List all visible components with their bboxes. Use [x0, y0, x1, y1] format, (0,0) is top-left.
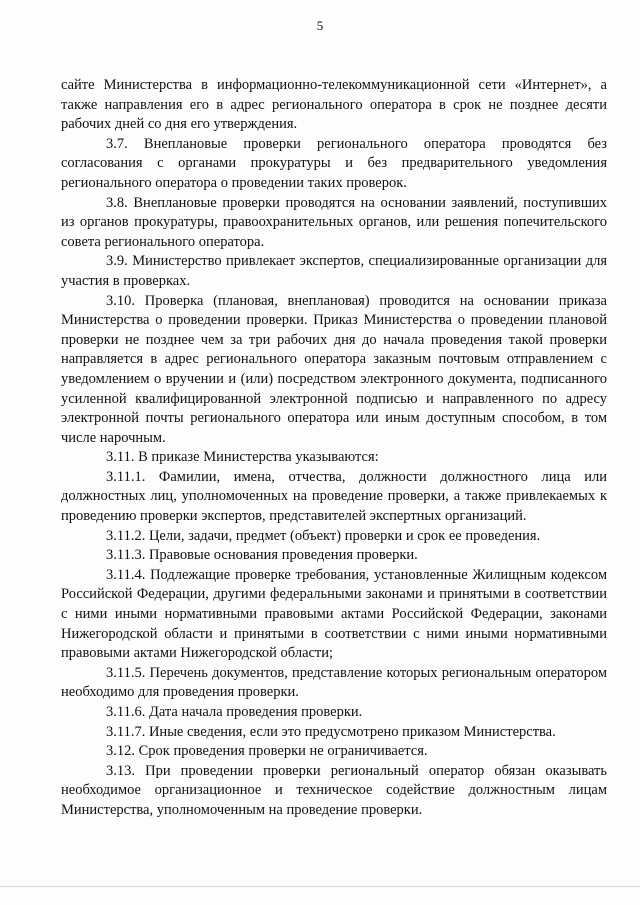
paragraph-3-11-7: 3.11.7. Иные сведения, если это предусмотрено приказом Министерства.	[106, 723, 556, 740]
page-number: 5	[316, 18, 324, 33]
paragraph-3-12: 3.12. Срок проведения проверки не ограничивается.	[106, 743, 428, 760]
paragraph-3-10: 3.10. Проверка (плановая, внеплановая) проводится на основании приказа Министерства о проведении проверки. Приказ Министерства о проведении плановой проверки не позднее чем за три рабочих дня до начала проведения такой проверки направляется в адрес регионального оператора заказным почтовым отправлением с уведомлением о вручении и (или) посредством электронного документа, подписанного усиленной квалифицированной электронной подписью и направленного по адресу электронной почты регионального оператора или иным доступным способом, в том числе нарочным.	[61, 292, 607, 446]
paragraph-3-8: 3.8. Внеплановые проверки проводятся на основании заявлений, поступивших из органов прокуратуры, правоохранительных органов, или решения попечительского совета регионального оператора.	[61, 194, 607, 250]
paragraph-3-11-5: 3.11.5. Перечень документов, представление которых региональным оператором необходимо для проведения проверки.	[61, 664, 607, 701]
paragraph-3-11-4: 3.11.4. Подлежащие проверке требования, установленные Жилищным кодексом Российской Федерации, другими федеральными законами и принятыми в соответствии с ними иными нормативными правовыми актами Российской Федерации, законами Нижегородской области и принятыми в соответствии с ними иными нормативными правовыми актами Нижегородской области;	[61, 566, 607, 662]
paragraph-3-11-3: 3.11.3. Правовые основания проведения проверки.	[106, 547, 418, 564]
document-body	[61, 76, 607, 821]
paragraph-continuation: сайте Министерства в информационно-телекоммуникационной сети «Интернет», а также направления его в адрес регионального оператора в срок не позднее десяти рабочих дней со дня его утверждения.	[61, 77, 607, 133]
paragraph-3-11-2: 3.11.2. Цели, задачи, предмет (объект) проверки и срок ее проведения.	[106, 527, 541, 544]
paragraph-3-7: 3.7. Внеплановые проверки регионального оператора проводятся без согласования с органами прокуратуры и без предварительного уведомления регионального оператора о проведении таких проверок.	[61, 135, 607, 191]
scan-edge-line	[0, 886, 640, 887]
paragraph-3-9: 3.9. Министерство привлекает экспертов, специализированные организации для участия в проверках.	[61, 253, 607, 289]
paragraph-3-11-6: 3.11.6. Дата начала проведения проверки.	[106, 704, 363, 720]
paragraph-3-11: 3.11. В приказе Министерства указываются:	[106, 449, 379, 466]
paragraph-3-13: 3.13. При проведении проверки региональный оператор обязан оказывать необходимое организационное и техническое содействие должностным лицам Министерства, уполномоченным на проведение проверки.	[61, 762, 607, 818]
paragraph-3-11-1: 3.11.1. Фамилии, имена, отчества, должности должностного лица или должностных лиц, уполномоченных на проведение проверки, а также привлекаемых к проведению проверки экспертов, представителей экспертных организаций.	[61, 468, 607, 525]
